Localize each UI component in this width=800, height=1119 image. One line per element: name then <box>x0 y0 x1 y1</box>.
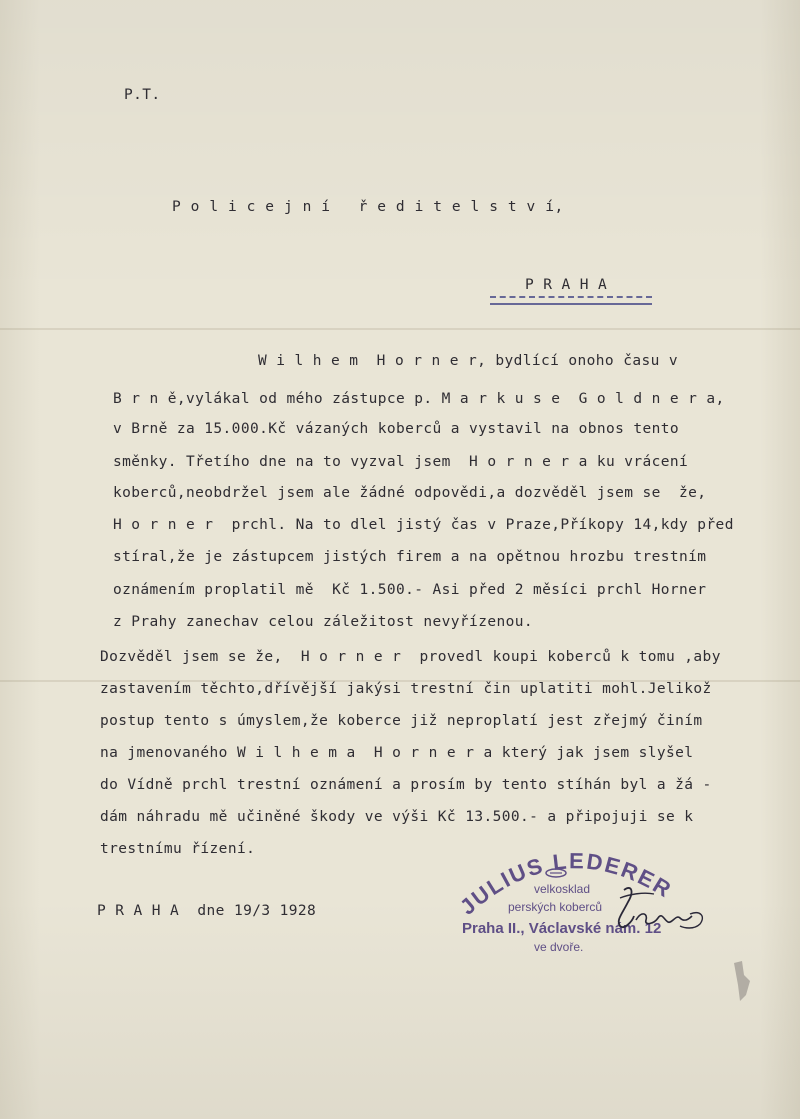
salutation: P.T. <box>124 87 161 103</box>
body-line: směnky. Třetího dne na to vyzval jsem H o r n e r a ku vrácení <box>113 454 689 470</box>
body-line: zastavením těchto,dřívější jakýsi trestní čin uplatiti mohl.Jelikož <box>100 681 712 697</box>
body-line: oznámením proplatil mě Kč 1.500.- Asi před 2 měsíci prchl Horner <box>113 582 707 598</box>
body-line: dám náhradu mě učiněné škody ve výši Kč 13.500.- a připojuji se k <box>100 809 694 825</box>
body-line: v Brně za 15.000.Kč vázaných koberců a vystavil na obnos tento <box>113 421 680 437</box>
body-line: H o r n e r prchl. Na to dlel jistý čas v Praze,Příkopy 14,kdy před <box>113 517 734 533</box>
body-line: trestnímu řízení. <box>100 841 256 857</box>
city-underline <box>490 296 652 305</box>
ink-mark <box>720 955 760 1005</box>
body-line: na jmenovaného W i l h e m a H o r n e r a který jak jsem slyšel <box>100 745 694 761</box>
stamp-line: perských koberců <box>508 900 603 914</box>
body-line: z Prahy zanechav celou záležitost nevyřízenou. <box>113 614 533 630</box>
body-line: koberců,neobdržel jsem ale žádné odpovědi,a dozvěděl jsem se že, <box>113 485 707 501</box>
stamp-line: ve dvoře. <box>534 940 584 954</box>
stamp-company-name: JULIUS LEDERER <box>454 848 677 918</box>
stamp-ornament-icon <box>545 868 567 878</box>
fold-line <box>0 328 800 330</box>
stamp-line: velkosklad <box>534 882 591 896</box>
stamp-line: Praha II., Václavské nám. 12 <box>462 920 662 937</box>
handwritten-signature <box>610 880 710 944</box>
body-line: do Vídně prchl trestní oznámení a prosím by tento stíhán byl a žá - <box>100 777 712 793</box>
body-line: postup tento s úmyslem,že koberce již neproplatí jest zřejmý činím <box>100 713 703 729</box>
place-date: P R A H A dne 19/3 1928 <box>97 903 317 919</box>
recipient: P o l i c e j n í ř e d i t e l s t v í, <box>172 199 564 215</box>
body-line: W i l h e m H o r n e r, bydlící onoho času v <box>258 353 678 369</box>
city-heading: P R A H A <box>525 277 608 293</box>
body-line: Dozvěděl jsem se že, H o r n e r provedl koupi koberců k tomu ,aby <box>100 649 721 665</box>
body-line: stíral,že je zástupcem jistých firem a na opětnou hrozbu trestním <box>113 549 707 565</box>
body-line: B r n ě,vylákal od mého zástupce p. M a r k u s e G o l d n e r a, <box>113 391 725 407</box>
